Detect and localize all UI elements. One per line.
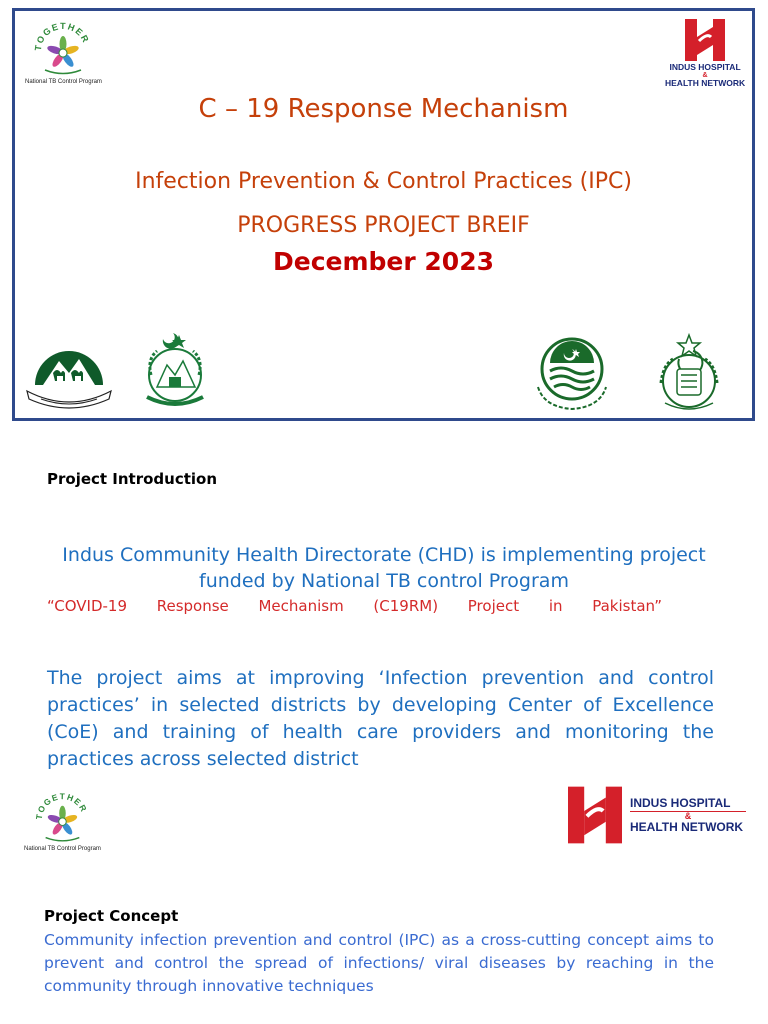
footer-ntp-logo — [24, 788, 101, 852]
sindh-emblem-icon — [651, 331, 727, 415]
cover-title: C – 19 Response Mechanism — [198, 94, 569, 124]
ih-amp: & — [702, 71, 708, 79]
footer-indus-hospital-logo — [568, 786, 746, 844]
balochistan-emblem — [23, 333, 115, 411]
ntp-caption: National TB Control Program — [25, 79, 102, 85]
indus-hospital-logo — [665, 19, 745, 87]
sindh-emblem — [651, 331, 727, 415]
footer-ih-line1: INDUS HOSPITAL — [630, 796, 731, 810]
ih-line2: HEALTH NETWORK — [665, 77, 746, 88]
ih-line1: INDUS HOSPITAL — [669, 62, 741, 72]
aim-text: The project aims at improving ‘Infection prevention and control practices’ in selected districts by developing Center of Excellence (CoE) and training of health care providers and monitoring the practices across selected district — [47, 667, 714, 770]
footer-ntp-ring-text: TOGETHER — [33, 791, 90, 821]
footer-ih-line2: HEALTH NETWORK — [630, 820, 744, 834]
intro-quote: “COVID-19 Response Mechanism (C19RM) Project in Pakistan” — [47, 597, 662, 615]
concept-heading: Project Concept — [44, 907, 179, 925]
cover-brief: PROGRESS PROJECT BREIF — [237, 213, 530, 238]
concept-text: Community infection prevention and control (IPC) as a cross-cutting concept aims to prevent and control the spread of infections/ viral diseases by reaching in the community through innovative techniques — [44, 931, 714, 995]
footer-indus-hospital-mark-icon — [568, 786, 622, 844]
footer-ntp-emblem-icon — [24, 788, 100, 846]
cover-subtitle: Infection Prevention & Control Practices (IPC) — [135, 169, 632, 194]
ntp-ring-text: TOGETHER — [32, 20, 92, 52]
cover-date: December 2023 — [273, 247, 494, 276]
punjab-emblem-icon — [530, 333, 614, 413]
cover-box — [12, 8, 755, 421]
punjab-emblem — [530, 333, 614, 413]
ntp-emblem-icon — [25, 17, 100, 79]
indus-hospital-mark-icon — [685, 19, 725, 61]
intro-line2: funded by National TB control Program — [199, 570, 569, 592]
footer-ih-amp: & — [684, 811, 692, 821]
footer-ntp-caption: National TB Control Program — [24, 846, 101, 852]
kpk-emblem — [133, 329, 217, 411]
intro-line1: Indus Community Health Directorate (CHD) is implementing project — [62, 544, 706, 566]
kpk-emblem-icon — [133, 329, 217, 411]
ntp-logo — [25, 17, 102, 85]
balochistan-emblem-icon — [23, 333, 115, 411]
intro-heading: Project Introduction — [47, 470, 218, 488]
intro-text — [40, 542, 728, 594]
